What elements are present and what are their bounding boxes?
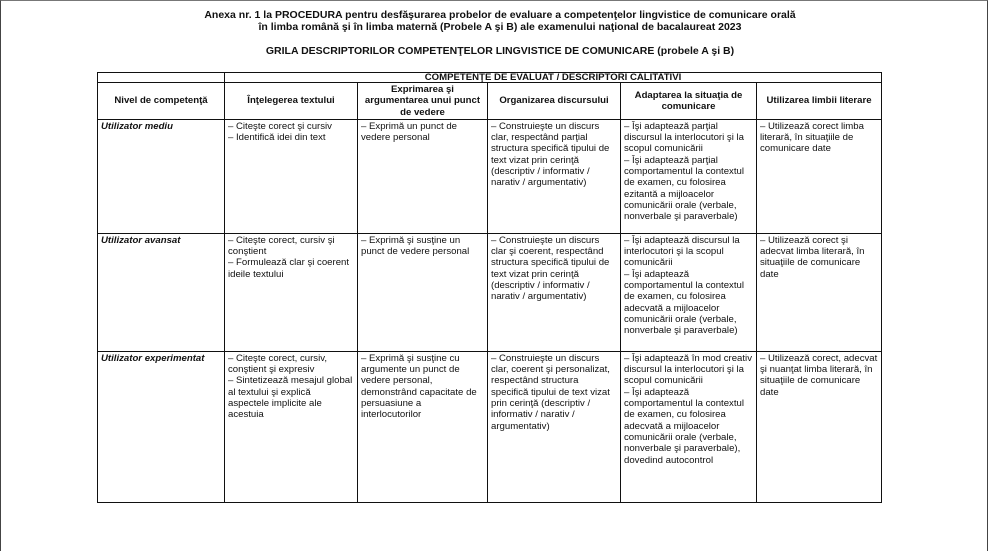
descriptor-line: – Îşi adaptează discursul la interlocutori şi la scopul comunicării – Îşi adaptează comportamentul la contextul de examen, cu folosirea adecvată a mijloacelor comunicării orale (verbale, nonverbale şi paraverbale) [624, 234, 744, 337]
level-cell: Utilizator experimentat [98, 351, 225, 502]
descriptor-cell [225, 233, 358, 351]
heading-line-2: în limba română şi în limba maternă (Probele A şi B) ale examenului naţional de bacalaureat 2023 [258, 21, 742, 33]
column-header-literary-language: Utilizarea limbii literare [757, 83, 882, 120]
descriptor-cell [621, 351, 757, 502]
descriptor-cell: – Exprimă şi susţine un punct de vedere personal [358, 233, 488, 351]
descriptor-cell: – Construieşte un discurs clar şi coerent, respectând structura specifică tipului de text vizat prin cerinţă (descriptiv / informativ / narativ / argumentativ) [488, 233, 621, 351]
descriptor-cell [621, 233, 757, 351]
descriptor-cell: – Construieşte un discurs clar, coerent şi personalizat, respectând structura specifică tipului de text vizat prin cerinţă (descriptiv / informativ / narativ / argumentativ) [488, 351, 621, 502]
descriptor-cell [621, 119, 757, 233]
column-header-argumentation: Exprimarea şi argumentarea unui punct de vedere [358, 83, 488, 120]
descriptor-cell [225, 119, 358, 233]
descriptor-cell: – Exprimă un punct de vedere personal [358, 119, 488, 233]
column-header-level: Nivel de competenţă [98, 83, 225, 120]
table-row [98, 119, 882, 233]
level-cell: Utilizator mediu [98, 119, 225, 233]
descriptor-line: – Citeşte corect, cursiv, conştient şi expresiv – Sintetizează mesajul global al textului şi explică aspectele implicite ale acestuia [228, 352, 353, 421]
descriptor-cell: – Construieşte un discurs clar, respectând parţial structura specifică tipului de text vizat prin cerinţă (descriptiv / informativ / narativ / argumentativ) [488, 119, 621, 233]
descriptor-grid-table [97, 72, 882, 503]
descriptor-cell: – Utilizează corect şi adecvat limba literară, în situaţiile de comunicare date [757, 233, 882, 351]
header-blank-cell [98, 73, 225, 83]
top-header: COMPETENŢE DE EVALUAT / DESCRIPTORI CALITATIVI [225, 73, 882, 83]
descriptor-cell [225, 351, 358, 502]
table-row [98, 233, 882, 351]
descriptor-line: – Citeşte corect şi cursiv – Identifică idei din text [228, 120, 332, 144]
grid-title: GRILA DESCRIPTORILOR COMPETENŢELOR LINGVISTICE DE COMUNICARE (probele A şi B) [265, 45, 735, 57]
column-header-organization: Organizarea discursului [488, 83, 621, 120]
level-cell: Utilizator avansat [98, 233, 225, 351]
column-header-adaptation: Adaptarea la situaţia de comunicare [621, 83, 757, 120]
document-heading [120, 9, 880, 33]
column-header-understanding: Înţelegerea textului [225, 83, 358, 120]
descriptor-line: – Îşi adaptează în mod creativ discursul la interlocutori şi la scopul comunicării – Îşi adaptează comportamentul la contextul de examen, cu folosirea adecvată a mijloacelor comunicării orale (verbale, nonverbale şi paraverbale), dovedind autocontrol [624, 352, 752, 466]
table-row [98, 351, 882, 502]
descriptor-cell: – Exprimă şi susţine cu argumente un punct de vedere personal, demonstrând capacitate de persuasiune a interlocutorilor [358, 351, 488, 502]
descriptor-line: – Citeşte corect, cursiv şi conştient – Formulează clar şi coerent ideile textului [228, 234, 350, 280]
descriptor-cell: – Utilizează corect, adecvat şi nuanţat limba literară, în situaţiile de comunicare date [757, 351, 882, 502]
heading-line-1: Anexa nr. 1 la PROCEDURA pentru desfăşurarea probelor de evaluare a competenţelor lingvistice de comunicare orală [204, 9, 796, 21]
descriptor-line: – Îşi adaptează parţial discursul la interlocutori şi la scopul comunicării – Îşi adaptează parţial comportamentul la contextul de examen, cu folosirea ezitantă a mijloacelor comunicării orale (verbale, nonverbale şi paraverbale) [624, 120, 744, 223]
descriptor-cell: – Utilizează corect limba literară, în situaţiile de comunicare date [757, 119, 882, 233]
